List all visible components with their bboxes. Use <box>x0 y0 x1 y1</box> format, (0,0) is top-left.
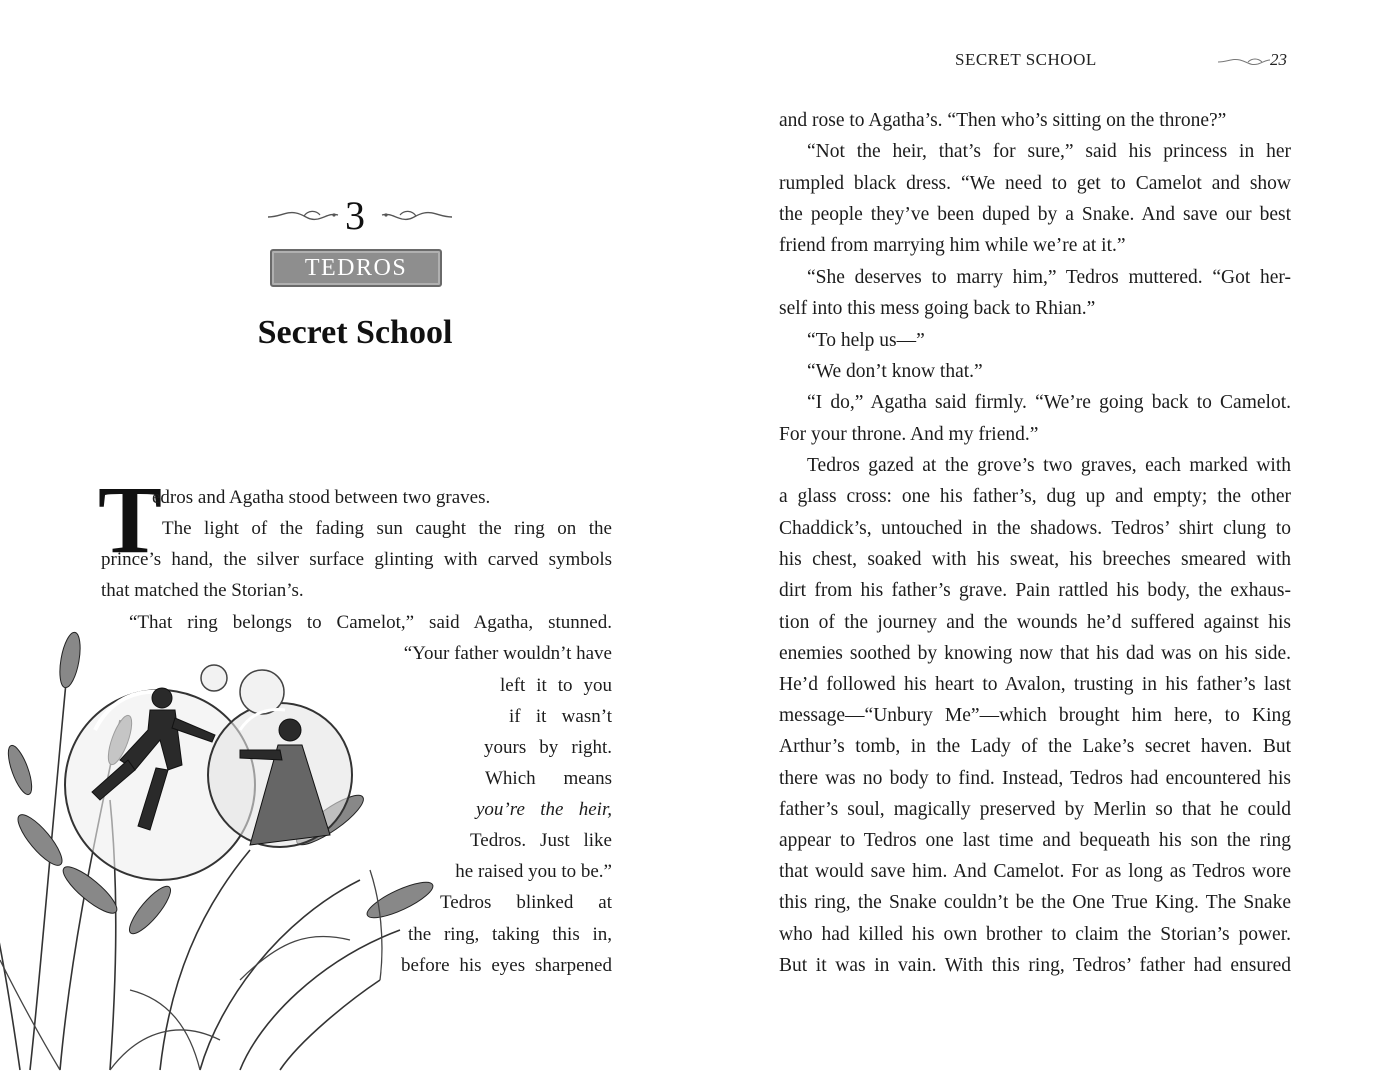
text-line: He’d followed his heart to Avalon, trusting in his father’s last <box>779 674 1291 695</box>
text-line: Tedros gazed at the grove’s two graves, each marked with <box>807 455 1291 476</box>
text-line: father’s soul, magically preserved by Merlin so that he could <box>779 799 1291 820</box>
chapter-banner <box>270 249 442 287</box>
chapter-banner-label: TEDROS <box>304 255 408 281</box>
drop-cap: T <box>98 466 163 573</box>
text-line: he raised you to be.” <box>455 861 612 882</box>
text-line: “Not the heir, that’s for sure,” said his princess in her <box>807 141 1291 162</box>
text-line: “I do,” Agatha said firmly. “We’re going back to Camelot. <box>807 392 1291 413</box>
text-line: Tedros blinked at <box>440 892 612 913</box>
text-line: Tedros. Just like <box>470 830 612 851</box>
text-line: his chest, soaked with his sweat, his breeches smeared with <box>779 549 1291 570</box>
text-line: there was no body to find. Instead, Tedros had encountered his <box>779 768 1291 789</box>
text-line: “She deserves to marry him,” Tedros muttered. “Got her- <box>807 267 1291 288</box>
chapter-title: Secret School <box>257 314 453 351</box>
text-line: enemies soothed by knowing now that his dad was on his side. <box>779 643 1291 664</box>
text-line: Arthur’s tomb, in the Lady of the Lake’s secret haven. But <box>779 736 1291 757</box>
folio-flourish-icon <box>1218 56 1270 68</box>
text-line: “Your father wouldn’t have <box>403 643 612 664</box>
text-line: who had killed his own brother to claim the Storian’s power. <box>779 924 1291 945</box>
text-line: self into this mess going back to Rhian.” <box>779 298 1096 319</box>
chapter-number: 3 <box>345 193 365 238</box>
text-line: The light of the fading sun caught the ring on the <box>162 518 612 539</box>
text-line: that matched the Storian’s. <box>101 580 304 601</box>
text-line: Chaddick’s, untouched in the shadows. Tedros’ shirt clung to <box>779 518 1291 539</box>
text-line: and rose to Agatha’s. “Then who’s sitting on the throne?” <box>779 110 1227 131</box>
text-line: that would save him. And Camelot. For as long as Tedros wore <box>779 861 1291 882</box>
text-line: you’re the heir, <box>476 799 612 820</box>
text-line: yours by right. <box>484 737 612 758</box>
text-line: “We don’t know that.” <box>807 361 983 382</box>
bubble-wheat-illustration <box>0 600 480 1080</box>
text-line: But it was in vain. With this ring, Tedros’ father had ensured <box>779 955 1291 976</box>
text-line: edros and Agatha stood between two graves. <box>152 487 491 508</box>
text-line: Which means <box>485 768 612 789</box>
text-line: if it wasn’t <box>509 706 612 727</box>
text-line: before his eyes sharpened <box>401 955 612 976</box>
text-line: “That ring belongs to Camelot,” said Agatha, stunned. <box>129 612 612 633</box>
text-line: a glass cross: one his father’s, dug up and empty; the other <box>779 486 1291 507</box>
text-line: For your throne. And my friend.” <box>779 424 1039 445</box>
text-line: friend from marrying him while we’re at it.” <box>779 235 1126 256</box>
text-line: tion of the journey and the wounds he’d suffered against his <box>779 612 1291 633</box>
text-line: message—“Unbury Me”—which brought him here, to King <box>779 705 1291 726</box>
text-line: the people they’ve been duped by a Snake. And save our best <box>779 204 1291 225</box>
text-line: “To help us—” <box>807 330 925 351</box>
text-line: left it to you <box>500 675 612 696</box>
flourish-right-icon <box>380 207 452 225</box>
running-head: SECRET SCHOOL <box>955 50 1097 69</box>
text-line: appear to Tedros one last time and bequeath his son the ring <box>779 830 1291 851</box>
text-line: prince’s hand, the silver surface glinting with carved symbols <box>101 549 612 570</box>
text-line: dirt from his father’s grave. Pain rattled his body, the exhaus- <box>779 580 1291 601</box>
text-line: rumpled black dress. “We need to get to Camelot and show <box>779 173 1291 194</box>
text-line: this ring, the Snake couldn’t be the One True King. The Snake <box>779 892 1291 913</box>
page-number: 23 <box>1270 50 1287 69</box>
text-line: the ring, taking this in, <box>408 924 612 945</box>
